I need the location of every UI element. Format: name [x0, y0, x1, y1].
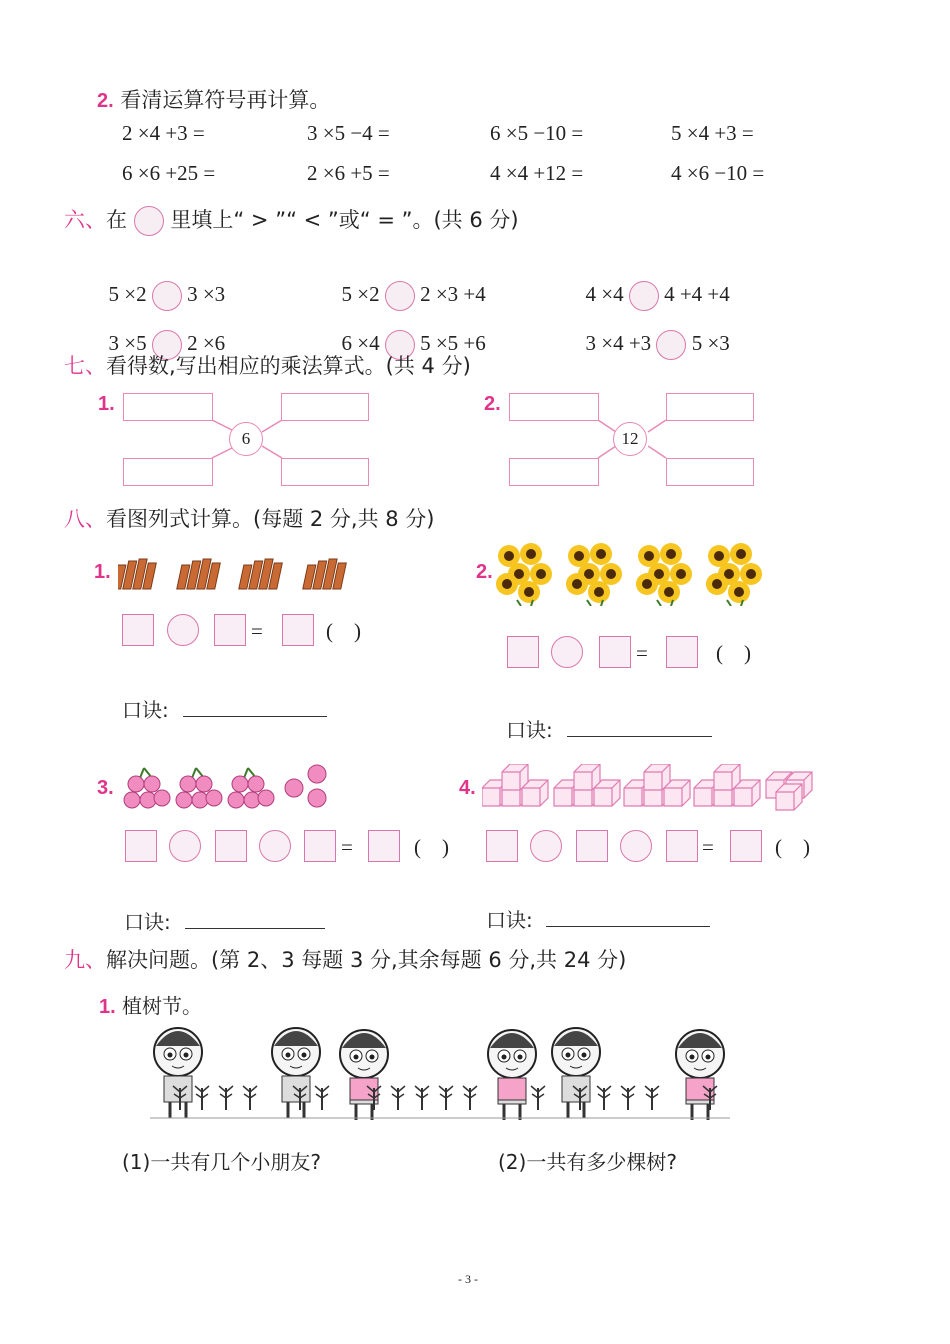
s7-item2-number: 2. — [484, 393, 501, 415]
equals-sign: = — [251, 619, 263, 643]
answer-square[interactable] — [304, 830, 336, 862]
answer-square[interactable] — [730, 830, 762, 862]
unit-parens: ( ) — [326, 619, 361, 643]
s8-prefix: 八、 — [64, 507, 106, 531]
answer-box[interactable] — [281, 458, 369, 486]
q2-title: 看清运算符号再计算。 — [120, 88, 331, 112]
s6-left: 3 ×4 +3 — [585, 330, 652, 355]
s6-left: 4 ×4 — [585, 281, 624, 306]
answer-square[interactable] — [486, 830, 518, 862]
unit-parens: ( ) — [775, 835, 810, 859]
operator-circle[interactable] — [551, 636, 583, 668]
s6-right: 4 +4 +4 — [664, 281, 730, 306]
q2-eq-1-2: 3 ×5 −4 = — [307, 121, 390, 145]
koujue-label: 口诀: — [486, 908, 533, 932]
s9-p1-title: 植树节。 — [122, 994, 203, 1018]
s6-r1-c1 — [98, 256, 225, 311]
unit-parens: ( ) — [414, 835, 449, 859]
koujue-label: 口诀: — [124, 910, 171, 934]
equals-sign: = — [702, 835, 714, 859]
s9-p1-number: 1. — [99, 996, 116, 1018]
answer-box[interactable] — [509, 458, 599, 486]
s9-prefix: 九、 — [64, 948, 106, 972]
s6-left: 6 ×4 — [341, 330, 380, 355]
s6-r2-c3 — [575, 305, 730, 360]
operator-circle[interactable] — [169, 830, 201, 862]
operator-circle[interactable] — [259, 830, 291, 862]
compare-circle[interactable] — [656, 330, 686, 360]
operator-circle[interactable] — [530, 830, 562, 862]
s8-heading — [64, 503, 434, 533]
q2-heading — [97, 84, 330, 114]
koujue-line[interactable] — [183, 694, 327, 717]
s9-title: 解决问题。(第 2、3 每题 3 分,其余每题 6 分,共 24 分) — [106, 948, 627, 972]
answer-square[interactable] — [507, 636, 539, 668]
answer-box[interactable] — [123, 393, 213, 421]
koujue-line[interactable] — [567, 714, 712, 737]
s7-title: 看得数,写出相应的乘法算式。(共 4 分) — [106, 354, 471, 378]
s6-r1-c2 — [331, 256, 486, 311]
q2-eq-2-2: 2 ×6 +5 = — [307, 161, 390, 185]
operator-circle[interactable] — [167, 614, 199, 646]
q2-eq-2-4: 4 ×6 −10 = — [671, 161, 765, 185]
cube-blocks-icon — [482, 764, 822, 812]
answer-square[interactable] — [576, 830, 608, 862]
s6-right: 2 ×3 +4 — [420, 281, 486, 306]
s6-heading — [64, 204, 519, 236]
s6-right: 5 ×3 — [691, 330, 730, 355]
answer-square[interactable] — [214, 614, 246, 646]
answer-square[interactable] — [666, 636, 698, 668]
q2-eq-1-4: 5 ×4 +3 = — [671, 121, 754, 145]
s6-right: 2 ×6 — [187, 330, 226, 355]
q2-eq-1-1: 2 ×4 +3 = — [122, 121, 205, 145]
s7-item1-center: 6 — [229, 422, 263, 456]
s7-item2-center: 12 — [613, 422, 647, 456]
answer-square[interactable] — [282, 614, 314, 646]
s6-left: 5 ×2 — [341, 281, 380, 306]
equals-sign: = — [636, 641, 648, 665]
s8-item4-number: 4. — [459, 777, 476, 799]
s7-heading — [64, 350, 471, 380]
s6-prefix: 六、 — [64, 208, 106, 232]
koujue-label: 口诀: — [122, 698, 169, 722]
s8-item1-number: 1. — [94, 561, 111, 583]
s6-right: 5 ×5 +6 — [420, 330, 486, 355]
s9-heading — [64, 944, 626, 974]
s7-prefix: 七、 — [64, 354, 106, 378]
circle-blank-icon — [134, 206, 164, 236]
answer-box[interactable] — [666, 458, 754, 486]
answer-square[interactable] — [125, 830, 157, 862]
q2-eq-2-3: 4 ×4 +12 = — [490, 161, 584, 185]
stick-bundles-icon — [118, 553, 358, 593]
s8-item2-number: 2. — [476, 561, 493, 583]
operator-circle[interactable] — [620, 830, 652, 862]
answer-square[interactable] — [215, 830, 247, 862]
answer-square[interactable] — [122, 614, 154, 646]
fruit-clusters-icon — [122, 760, 337, 815]
answer-square[interactable] — [368, 830, 400, 862]
s6-left: 3 ×5 — [108, 330, 147, 355]
answer-square[interactable] — [666, 830, 698, 862]
q2-eq-1-3: 6 ×5 −10 = — [490, 121, 584, 145]
answer-box[interactable] — [123, 458, 213, 486]
s9-p1-heading — [99, 990, 202, 1019]
s6-right: 3 ×3 — [187, 281, 226, 306]
answer-box[interactable] — [666, 393, 754, 421]
page-number: - 3 - — [458, 1272, 478, 1286]
s8-title: 看图列式计算。(每题 2 分,共 8 分) — [106, 507, 435, 531]
equals-sign: = — [341, 835, 353, 859]
answer-square[interactable] — [599, 636, 631, 668]
s6-r1-c3 — [575, 256, 730, 311]
s8-item3-number: 3. — [97, 777, 114, 799]
q2-eq-2-1: 6 ×6 +25 = — [122, 161, 216, 185]
s6-title-b: 里填上“ > ”“ < ”或“ = ”。(共 6 分) — [170, 208, 519, 232]
sunflower-bunches-icon — [495, 540, 775, 606]
answer-box[interactable] — [281, 393, 369, 421]
s9-sub-question-1: (1)一共有几个小朋友? — [122, 1150, 321, 1174]
unit-parens: ( ) — [716, 641, 751, 665]
s6-left: 5 ×2 — [108, 281, 147, 306]
q2-number: 2. — [97, 90, 114, 112]
koujue-label: 口诀: — [506, 718, 553, 742]
koujue-line[interactable] — [546, 904, 710, 927]
koujue-line[interactable] — [185, 906, 325, 929]
s7-item1-number: 1. — [98, 393, 115, 415]
children-planting-trees-illustration — [150, 1022, 730, 1132]
s9-sub-question-2: (2)一共有多少棵树? — [498, 1150, 677, 1174]
answer-box[interactable] — [509, 393, 599, 421]
s6-title-a: 在 — [106, 208, 127, 232]
